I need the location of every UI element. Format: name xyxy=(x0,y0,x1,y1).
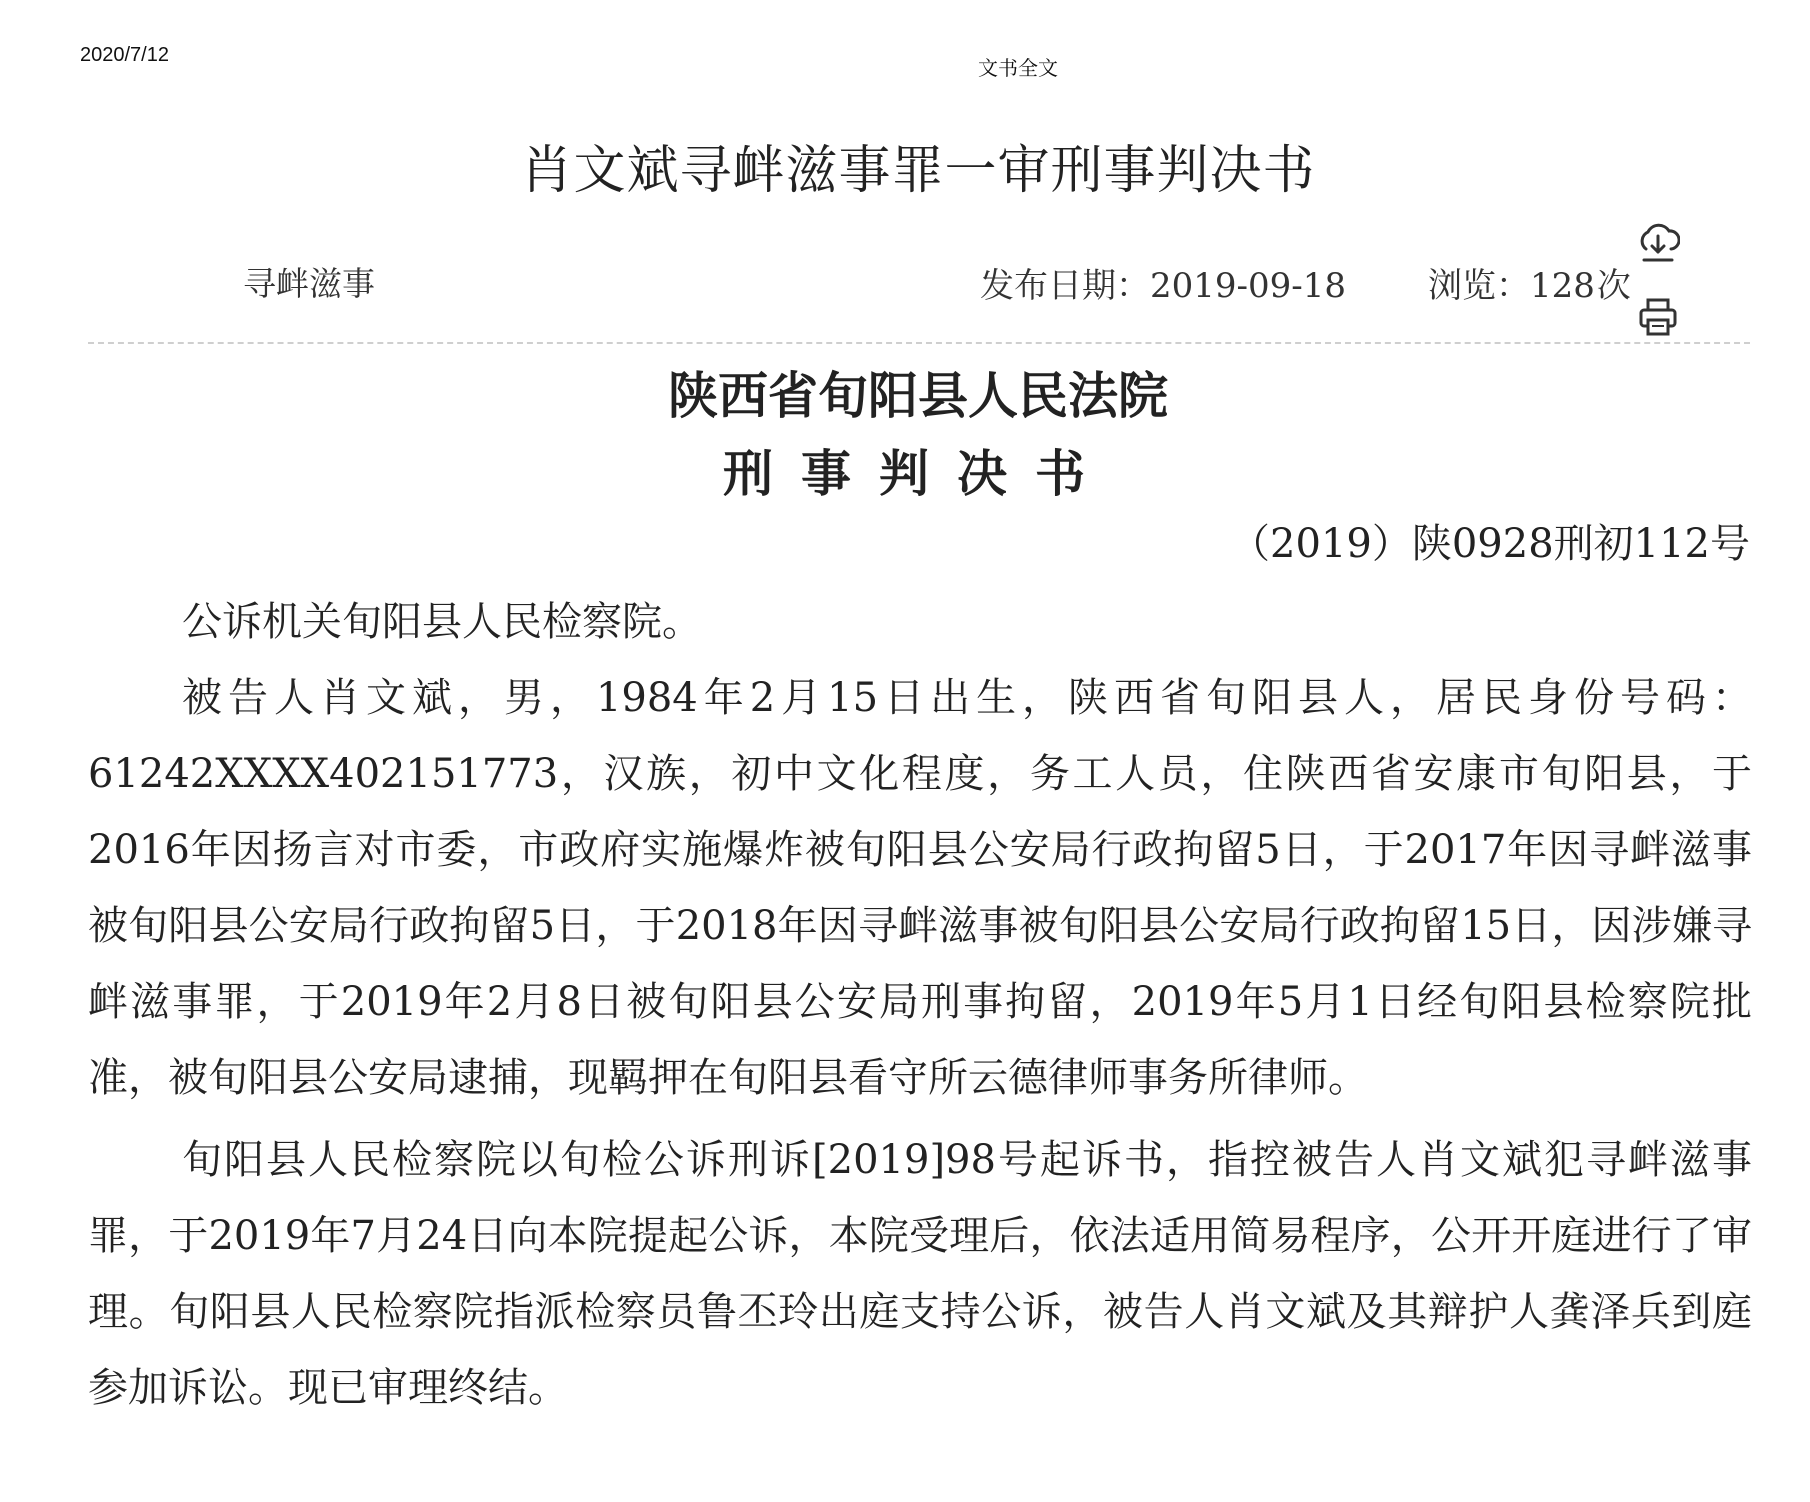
view-count-label: 浏览： xyxy=(1428,266,1530,306)
publish-date-value: 2019-09-18 xyxy=(1150,266,1347,306)
publish-date xyxy=(980,258,1346,307)
download-icon[interactable] xyxy=(1636,222,1680,264)
document-title: 肖文斌寻衅滋事罪一审刑事判决书 xyxy=(520,141,1316,201)
paragraph-prosecutor: 公诉机关旬阳县人民检察院。 xyxy=(182,599,702,645)
meta-row xyxy=(0,258,1810,308)
paragraph-defendant: 被告人肖文斌，男，1984年2月15日出生，陕西省旬阳县人，居民身份号码：61242XXXX402151773，汉族，初中文化程度，务工人员，住陕西省安康市旬阳县，于2016年因扬言对市委，市政府实施爆炸被旬阳县公安局行政拘留5日，于2017年因寻衅滋事被旬阳县公安局行政拘留5日，于2018年因寻衅滋事被旬阳县公安局行政拘留15日，因涉嫌寻衅滋事罪，于2019年2月8日被旬阳县公安局刑事拘留，2019年5月1日经旬阳县检察院批准，被旬阳县公安局逮捕，现羁押在旬阳县看守所云德律师事务所律师。 xyxy=(88,675,1752,1101)
view-count-value: 128 xyxy=(1530,266,1595,306)
header-divider xyxy=(88,342,1750,344)
document-tools xyxy=(1636,222,1682,370)
case-number: （2019）陕0928刑初112号 xyxy=(1230,521,1750,567)
judgment-body xyxy=(88,584,1752,1426)
print-icon[interactable] xyxy=(1636,296,1680,338)
view-count-suffix: 次 xyxy=(1596,266,1631,306)
category-tag: 寻衅滋事 xyxy=(243,264,375,303)
document-kind: 刑事判决书 xyxy=(723,445,1113,503)
print-page-title: 文书全文 xyxy=(978,56,1058,80)
court-name: 陕西省旬阳县人民法院 xyxy=(668,367,1168,425)
print-date: 2020/7/12 xyxy=(80,44,169,66)
publish-date-label: 发布日期： xyxy=(980,266,1150,306)
view-count xyxy=(1428,258,1631,307)
paragraph-procedure: 旬阳县人民检察院以旬检公诉刑诉[2019]98号起诉书，指控被告人肖文斌犯寻衅滋事罪，于2019年7月24日向本院提起公诉，本院受理后，依法适用简易程序，公开开庭进行了审理。旬阳县人民检察院指派检察员鲁丕玲出庭支持公诉，被告人肖文斌及其辩护人龚泽兵到庭参加诉讼。现已审理终结。 xyxy=(88,1137,1752,1411)
